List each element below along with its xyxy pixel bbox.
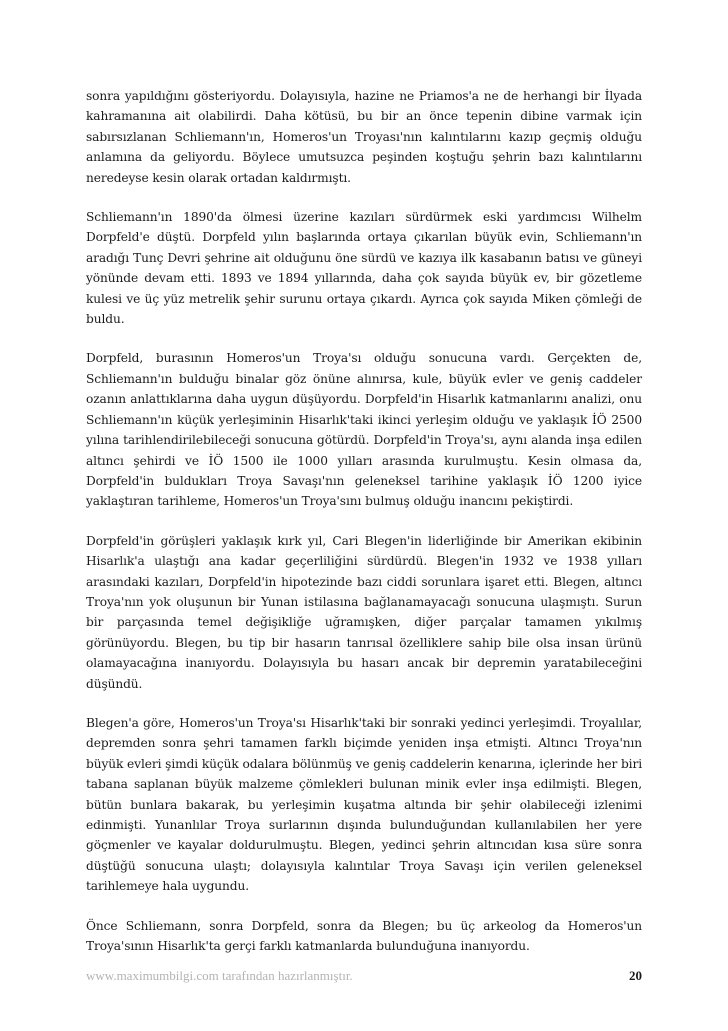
paragraph-5: Blegen'a göre, Homeros'un Troya'sı Hisarlık'taki bir sonraki yedinci yerleşimdi. Troyalılar, depremden sonra şehri tamamen farklı biçimde yeniden inşa etmişti. Altıncı Troya'nın büyük evleri şimdi küçük odalara bölünmüş ve geniş caddelerin kenarına, içlerinde her biri tabana saplanan büyük malzeme çömlekleri bulunan minik evler inşa edilmişti. Blegen, bütün bunlara bakarak, bu yerleşimin kuşatma altında bir şehir olabileceği izlenimi edinmişti. Yunanlılar Troya surlarının dışında bulunduğundan kullanılabilen her yere göçmenler ve kayalar doldurulmuştu. Blegen, yedinci şehrin altıncıdan kısa süre sonra düştüğü sonucuna ulaştı; dolayısıyla kalıntılar Troya Savaşı için verilen geleneksel tarihlemeye hala uygundu. <box>86 715 642 894</box>
page-footer <box>86 968 642 984</box>
paragraph-4: Dorpfeld'in görüşleri yaklaşık kırk yıl, Cari Blegen'in liderliğinde bir Amerikan ekibinin Hisarlık'a ulaştığı ana kadar geçerliliğini sürdürdü. Blegen'in 1932 ve 1938 yılları arasındaki kazıları, Dorpfeld'in hipotezinde bazı ciddi sorunlara işaret etti. Blegen, altıncı Troya'nın yok oluşunun bir Yunan istilasına bağlanamayacağı sonucuna ulaşmıştı. Surun bir parçasında temel değişikliğe uğramışken, diğer parçalar tamamen yıkılmış görünüyordu. Blegen, bu tip bir hasarın tanrısal özelliklere sahip bile olsa insan ürünü olamayacağına inanıyordu. Dolayısıyla bu hasarı ancak bir depremin yaratabileceğini düşündü. <box>86 533 642 691</box>
page-number: 20 <box>629 968 642 983</box>
footer-website: www.maximumbilgi.com tarafından hazırlanmıştır. <box>86 968 353 983</box>
paragraph-1: sonra yapıldığını gösteriyordu. Dolayısıyla, hazine ne Priamos'a ne de herhangi bir İlyada kahramanına ait olabilirdi. Daha kötüsü, bu bir an önce tepenin dibine varmak için sabırsızlanan Schliemann'ın, Homeros'un Troyası'nın kalıntılarını kazıp geçmiş olduğu anlamına da geliyordu. Böylece umutsuzca peşinden koştuğu şehrin bazı kalıntılarını neredeyse kesin olarak ortadan kaldırmıştı. <box>86 89 642 185</box>
document-body <box>86 86 642 975</box>
paragraph-2: Schliemann'ın 1890'da ölmesi üzerine kazıları sürdürmek eski yardımcısı Wilhelm Dorpfeld'e düştü. Dorpfeld yılın başlarında ortaya çıkarılan büyük evin, Schliemann'ın aradığı Tunç Devri şehrine ait olduğunu öne sürdü ve kazıya ilk kasabanın batısı ve güneyi yönünde devam etti. 1893 ve 1894 yıllarında, daha çok sayıda büyük ev, bir gözetleme kulesi ve üç yüz metrelik şehir surunu ortaya çıkardı. Ayrıca çok sayıda Miken çömleği de buldu. <box>86 210 642 327</box>
paragraph-3: Dorpfeld, burasının Homeros'un Troya'sı olduğu sonucuna vardı. Gerçekten de, Schliemann'ın bulduğu binalar göz önüne alınırsa, kule, büyük evler ve geniş caddeler ozanın anlattıklarına daha uygun düşüyordu. Dorpfeld'in Hisarlık katmanlarını analizi, onu Schliemann'ın küçük yerleşiminin Hisarlık'taki ikinci yerleşim olduğu ve yaklaşık İÖ 2500 yılına tarihlendirilebileceği sonucuna götürdü. Dorpfeld'in Troya'sı, aynı alanda inşa edilen altıncı şehirdi ve İÖ 1500 ile 1000 yılları arasında kurulmuştu. Kesin olmasa da, Dorpfeld'in buldukları Troya Savaşı'nın geleneksel tarihine yaklaşık İÖ 1200 iyice yaklaştıran tarihleme, Homeros'un Troya'sını bulmuş olduğu inancını pekiştirdi. <box>86 351 642 509</box>
paragraph-6: Önce Schliemann, sonra Dorpfeld, sonra da Blegen; bu üç arkeolog da Homeros'un Troya'sının Hisarlık'ta gerçi farklı katmanlarda bulunduğuna inanıyordu. <box>86 918 642 954</box>
